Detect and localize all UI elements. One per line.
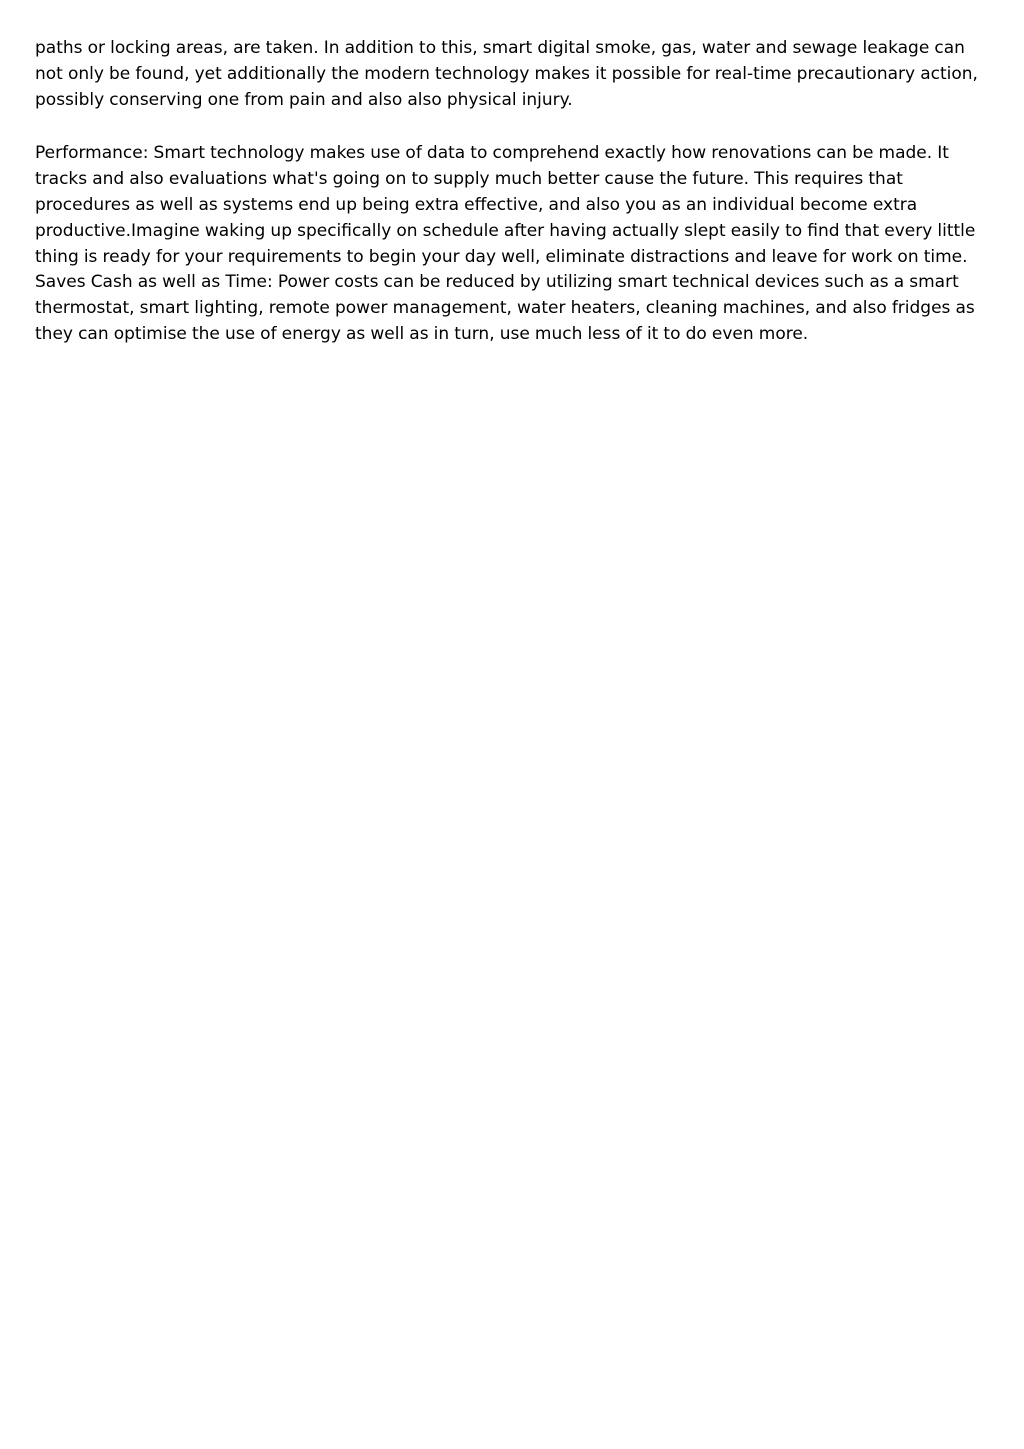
paragraph-safety-continuation: paths or locking areas, are taken. In addition to this, smart digital smoke, gas, water and sewage leakage can not only be found, yet additionally the modern technology makes it possible for real-time precautionary action, possibly conserving one from pain and also also physical injury. xyxy=(35,38,978,110)
paragraph-performance: Performance: Smart technology makes use of data to comprehend exactly how renovations can be made. It tracks and also evaluations what's going on to supply much better cause the future. This requires that procedures as well as systems end up being extra effective, and also you as an individual become extra productive.Imagine waking up specifically on schedule after having actually slept easily to find that every little thing is ready for your requirements to begin your day well, eliminate distractions and leave for work on time. Saves Cash as well as Time: Power costs can be reduced by utilizing smart technical devices such as a smart thermostat, smart lighting, remote power management, water heaters, cleaning machines, and also fridges as they can optimise the use of energy as well as in turn, use much less of it to do even more. xyxy=(35,143,976,344)
document-body xyxy=(35,36,993,376)
